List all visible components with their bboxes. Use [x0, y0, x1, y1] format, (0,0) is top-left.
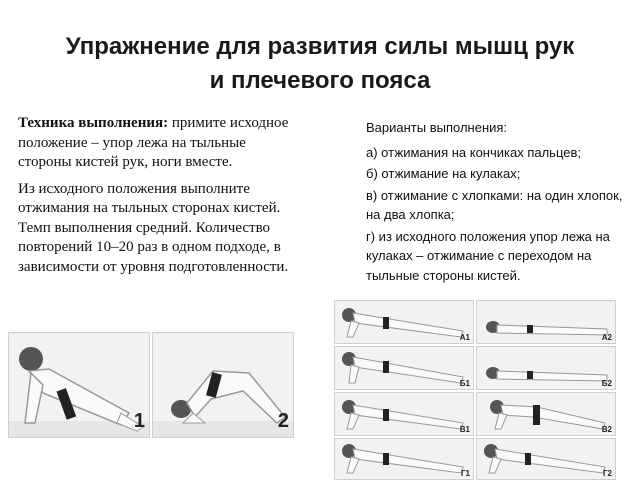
- variant-b1-figure: [335, 347, 473, 389]
- photo-variant-v2: [476, 392, 616, 436]
- photo-label-a1: А1: [459, 333, 470, 342]
- variant-b2-figure: [477, 347, 615, 389]
- technique-label: Техника выполнения:: [18, 115, 169, 131]
- photo-label-v1: В1: [459, 425, 470, 434]
- variant-v1-figure: [335, 393, 473, 435]
- pushup-figure-2: [153, 333, 293, 437]
- title-line-1: Упражнение для развития силы мышц рук: [65, 33, 575, 60]
- technique-section: [18, 114, 303, 284]
- variants-section: [366, 118, 628, 287]
- variant-d: г) из исходного положения упор лежа на кулаках – отжимание с переходом на тыльные стороны кистей.: [366, 228, 610, 283]
- photo-variant-a2: [476, 300, 616, 344]
- variants-header: Варианты выполнения:: [366, 120, 508, 135]
- photo-label-v2: В2: [601, 425, 612, 434]
- variant-b: б) отжимание на кулаках;: [366, 166, 521, 181]
- technique-text-1: примите исходное положение – упор лежа на тыльные стороны кистей рук, ноги вместе.: [18, 115, 289, 170]
- variant-v2-figure: [477, 393, 615, 435]
- pushup-figure-1: [9, 333, 149, 437]
- variant-a1-figure: [335, 301, 473, 343]
- photo-pushup-1: [8, 332, 150, 438]
- photo-label-b2: Б2: [601, 379, 612, 388]
- title-line-2: и плечевого пояса: [209, 67, 431, 94]
- page-title: [20, 30, 620, 98]
- photo-variant-a1: [334, 300, 474, 344]
- photo-variant-b2: [476, 346, 616, 390]
- variant-a2-figure: [477, 301, 615, 343]
- photo-variant-v1: [334, 392, 474, 436]
- variant-g1-figure: [335, 439, 473, 479]
- photo-number-1: 1: [133, 410, 145, 432]
- photo-label-g2: Г2: [603, 469, 612, 478]
- photo-label-b1: Б1: [459, 379, 470, 388]
- variant-a: а) отжимания на кончиках пальцев;: [366, 144, 582, 160]
- variant-g2-figure: [477, 439, 615, 479]
- technique-paragraph-1: [18, 114, 303, 173]
- photo-variant-b1: [334, 346, 474, 390]
- photo-number-2: 2: [277, 410, 289, 432]
- photo-variant-g2: [476, 438, 616, 480]
- photo-pushup-2: [152, 332, 294, 438]
- variant-c: в) отжимание с хлопками: на один хлопок, на два хлопка;: [366, 187, 623, 222]
- photo-label-a2: А2: [601, 333, 612, 342]
- technique-paragraph-2: Из исходного положения выполните отжимания на тыльных сторонах кистей. Темп выполнения средний. Количество повторений 10–20 раз в одном подходе, в зависимости от уровня подготовленности.: [18, 180, 289, 275]
- photo-label-g1: Г1: [461, 469, 470, 478]
- photo-variant-g1: [334, 438, 474, 480]
